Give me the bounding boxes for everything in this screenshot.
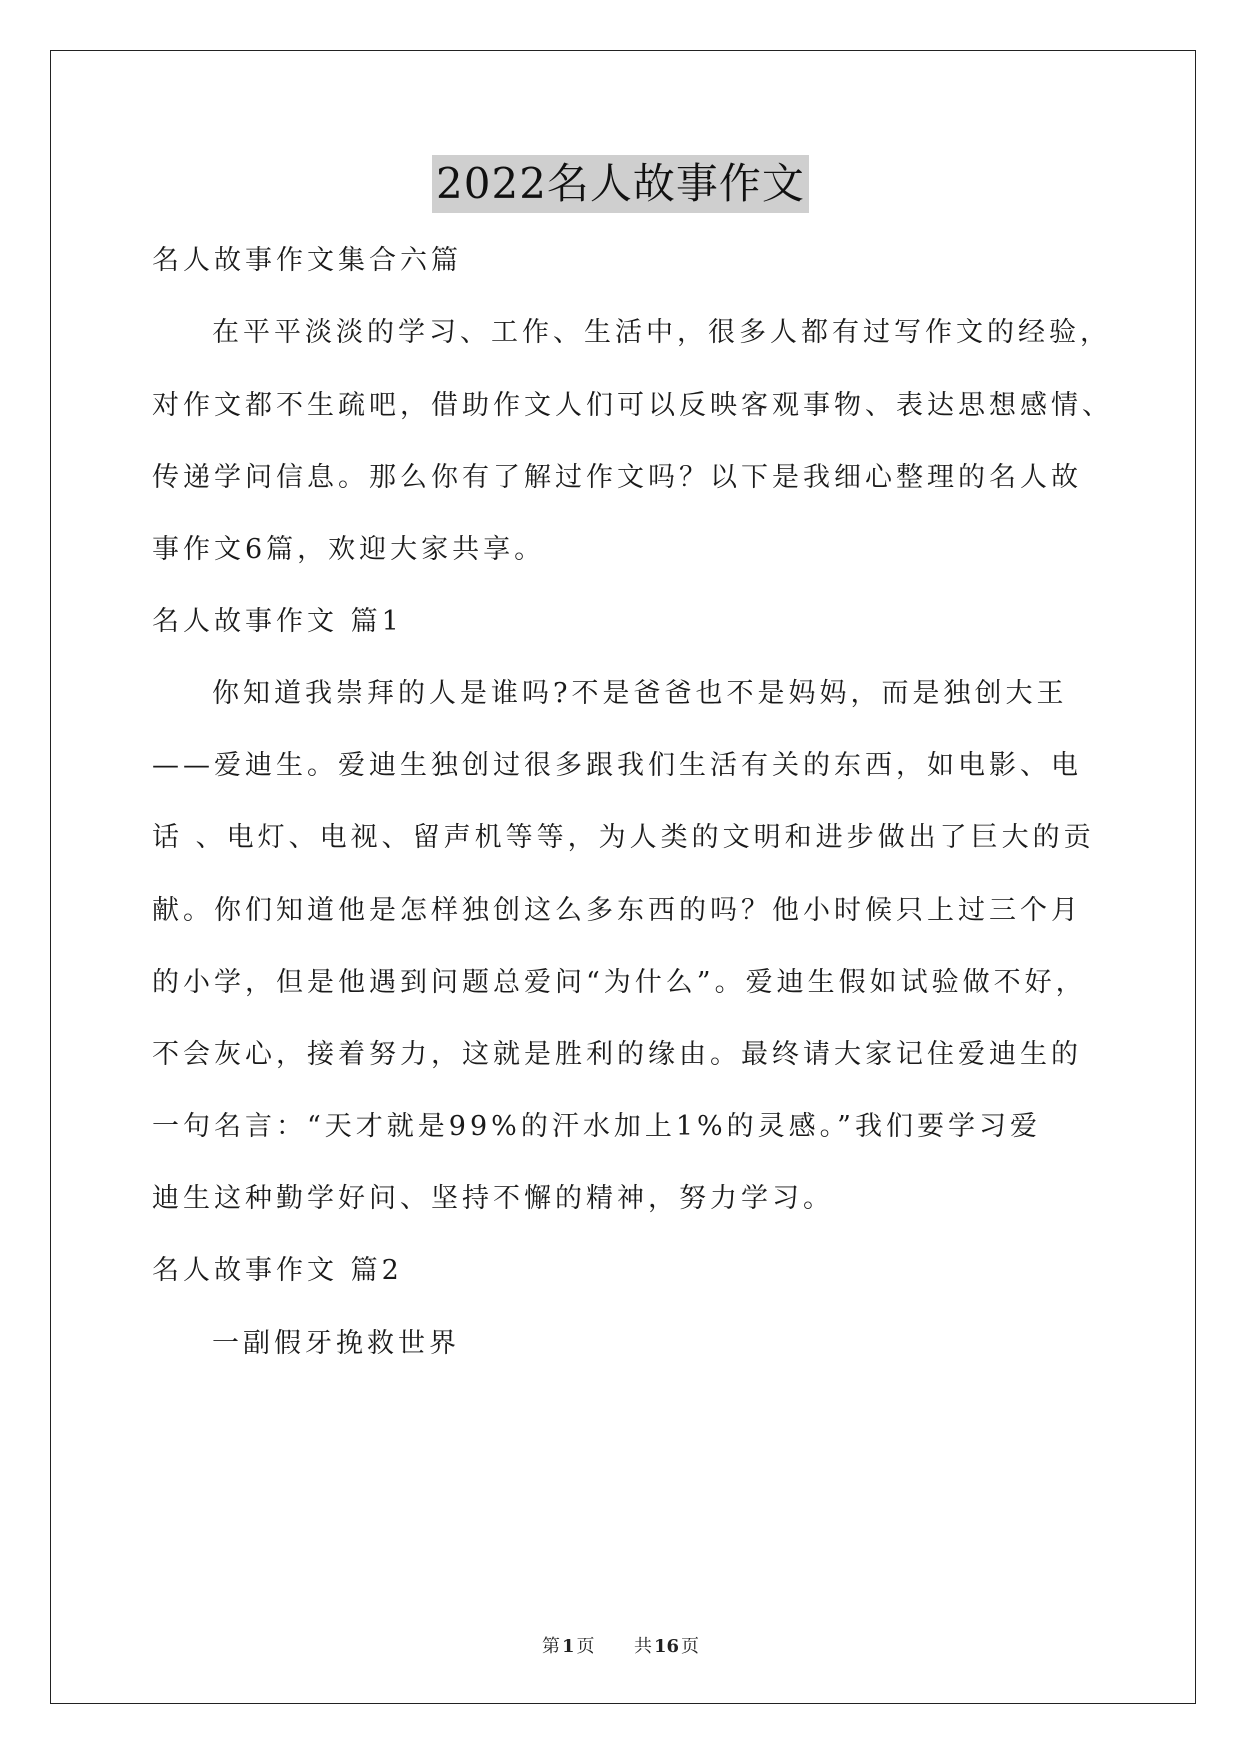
- paragraph-line: 你知道我崇拜的人是谁吗?不是爸爸也不是妈妈，而是独创大王: [212, 678, 1068, 709]
- paragraph-line: 不会灰心，接着努力，这就是胜利的缘由。最终请大家记住爱迪生的: [152, 1039, 1082, 1070]
- page-number: 1: [561, 1636, 575, 1657]
- paragraph-line: 迪生这种勤学好问、坚持不懈的精神，努力学习。: [152, 1183, 834, 1214]
- paragraph-line: 事作文6篇，欢迎大家共享。: [152, 534, 546, 565]
- section-heading-2: 名人故事作文 篇2: [152, 1255, 403, 1286]
- paragraph-line: 的小学，但是他遇到问题总爱问“为什么”。爱迪生假如试验做不好，: [152, 967, 1087, 998]
- page-footer: [0, 1632, 1241, 1658]
- title-wrap: [0, 155, 1241, 213]
- subtitle-line: 名人故事作文集合六篇: [152, 245, 462, 276]
- paragraph-line: 对作文都不生疏吧，借助作文人们可以反映客观事物、表达思想感情、: [152, 390, 1113, 421]
- page-prefix: 第: [541, 1636, 560, 1657]
- page-border: [50, 50, 1196, 1704]
- paragraph-line: ——爱迪生。爱迪生独创过很多跟我们生活有关的东西，如电影、电: [152, 750, 1082, 781]
- section-heading-1: 名人故事作文 篇1: [152, 606, 403, 637]
- paragraph-line: 献。你们知道他是怎样独创这么多东西的吗？他小时候只上过三个月: [152, 895, 1082, 926]
- document-title: 2022名人故事作文: [432, 155, 809, 213]
- page-suffix: 页: [576, 1636, 595, 1657]
- paragraph-line: 传递学问信息。那么你有了解过作文吗？以下是我细心整理的名人故: [152, 462, 1082, 493]
- paragraph-line: 在平平淡淡的学习、工作、生活中，很多人都有过写作文的经验，: [212, 317, 1111, 348]
- total-pages: 16: [653, 1636, 680, 1657]
- total-suffix: 页: [681, 1636, 700, 1657]
- paragraph-line: 话 、电灯、电视、留声机等等，为人类的文明和进步做出了巨大的贡: [152, 822, 1095, 853]
- paragraph-line: 一句名言：“天才就是99%的汗水加上1%的灵感。”我们要学习爱: [152, 1111, 1041, 1142]
- total-prefix: 共: [633, 1636, 652, 1657]
- paragraph-line: 一副假牙挽救世界: [212, 1328, 460, 1359]
